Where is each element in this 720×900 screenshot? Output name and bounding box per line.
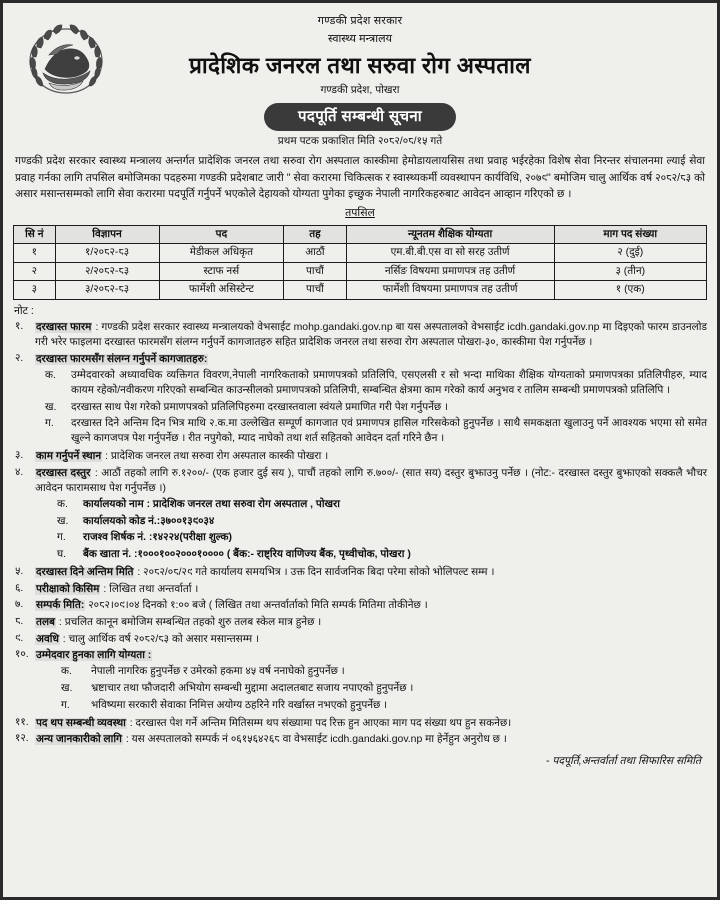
note-marker: ८. xyxy=(15,616,24,628)
column-header-level: तह xyxy=(284,225,346,244)
cell-level: पाचौं xyxy=(284,262,346,281)
gandaki-province-emblem-icon xyxy=(19,11,113,103)
cell-ad: ३/२०८२-८३ xyxy=(55,281,159,300)
sub-marker: क. xyxy=(61,666,72,678)
note-marker: ६. xyxy=(15,582,24,594)
bank-marker: ख. xyxy=(57,515,69,527)
cell-sn: ३ xyxy=(14,281,56,300)
cell-count: १ (एक) xyxy=(554,281,707,300)
note-label: अन्य जानकारीको लागि xyxy=(36,734,122,746)
notes-list xyxy=(13,320,707,748)
column-header-qualification: न्यूनतम शैक्षिक योग्यता xyxy=(346,225,554,244)
note-text: २०८२।०९।०४ दिनको १:०० बजे ( लिखित तथा अन्तर्वार्ताको मिति सम्पर्क मितिमा तोकीनेछ । xyxy=(85,600,428,612)
note-label: तलब xyxy=(36,617,55,629)
note-item-3 xyxy=(13,449,707,464)
publish-date: प्रथम पटक प्रकाशित मिति २०८२/०८/१५ गते xyxy=(277,135,443,148)
bank-marker: घ. xyxy=(57,548,67,560)
note-body xyxy=(35,598,707,613)
cell-sn: १ xyxy=(14,244,56,263)
note-item-10 xyxy=(13,648,707,714)
cell-post: स्टाफ नर्स xyxy=(159,262,284,281)
note-item-2 xyxy=(13,352,707,448)
note-item-1 xyxy=(13,320,707,350)
office-code: कार्यालयको कोड नं.:३७००१३९०३४ xyxy=(83,515,215,527)
note-label: अवधि xyxy=(36,633,59,645)
eligibility-sublist xyxy=(35,664,707,712)
sub-text: दरखास्त साथ पेश गरेको प्रमाणपत्रको प्रतिलिपिहरुमा दरखास्तवाला स्वंयले प्रमाणित गरी पेश गर्नुपर्नेछ । xyxy=(71,401,449,413)
table-row xyxy=(14,281,707,300)
cell-qualification: फार्मेशी विषयमा प्रमाणपत्र तह उतीर्ण xyxy=(346,281,554,300)
bank-detail-item xyxy=(35,530,707,545)
hospital-name: प्रादेशिक जनरल तथा सरुवा रोग अस्पताल xyxy=(189,53,531,79)
cell-ad: २/२०८२-८३ xyxy=(55,262,159,281)
cell-level: पाचौं xyxy=(284,281,346,300)
bank-account-number: बैंक खाता नं. :१०००१००२०००१०००० ( बैंक:- राष्ट्रिय वाणिज्य बैंक, पृथ्वीचोक, पोखरा ) xyxy=(83,548,411,560)
note-marker: ३. xyxy=(15,450,24,462)
note-marker: ९. xyxy=(15,632,24,644)
cell-count: ३ (तीन) xyxy=(554,262,707,281)
province-line: गण्डकी प्रदेश, पोखरा xyxy=(320,84,400,97)
cell-sn: २ xyxy=(14,262,56,281)
sub-item xyxy=(35,664,707,679)
note-marker: ७. xyxy=(15,599,24,611)
sub-marker: ख. xyxy=(61,683,73,695)
column-header-count: माग पद संख्या xyxy=(554,225,707,244)
note-2-sublist xyxy=(35,368,707,446)
document-header xyxy=(13,9,707,149)
sub-marker: ग. xyxy=(61,699,70,711)
bank-detail-item xyxy=(35,497,707,512)
sub-item xyxy=(35,368,707,398)
note-item-9 xyxy=(13,632,707,647)
note-body xyxy=(35,615,707,630)
cell-level: आठौं xyxy=(284,244,346,263)
note-marker: ४. xyxy=(15,466,24,478)
sub-text: नेपाली नागरिक हुनुपर्नेछ र उमेरको हकमा ४५ वर्ष ननाघेको हुनुपर्नेछ । xyxy=(91,666,345,678)
column-header-post: पद xyxy=(159,225,284,244)
note-text: : लिखित तथा अन्तर्वार्ता । xyxy=(100,583,199,595)
sub-item xyxy=(35,698,707,713)
note-label: दरखास्त दिने अन्तिम मिति xyxy=(36,567,134,579)
sub-marker: ग. xyxy=(45,418,54,430)
note-marker: ५. xyxy=(15,566,24,578)
intro-paragraph: गण्डकी प्रदेश सरकार स्वास्थ्य मन्त्रालय अन्तर्गत प्रादेशिक जनरल तथा सरुवा रोग अस्पताल कास्कीमा हेमोडायलायसिस तथा प्रवाह भईरहेका विशेष सेवा निरन्तर संचालनमा ल्याई सेवा प्रवाह गर्नका लागि तपसिल बमोजिमका पदहरुमा गण्डकी प्रदेशबाट जारी " सेवा करारमा चिकित्सक र स्वास्थ्यकर्मी व्यवस्थापन कार्यविधि, २०७९" बमोजिम चालु आर्थिक वर्ष २०८२/८३ को असार मसान्तसम्मको लागि सेवा करारमा पदपूर्ति गर्नुपर्ने भएकोले देहायको योग्यता पुगेका इच्छुक नेपाली नागरिकहरुबाट आवेदन आव्हान गरिएको छ । xyxy=(15,155,705,201)
note-label: काम गर्नुपर्ने स्थान xyxy=(36,451,102,463)
note-body xyxy=(35,716,707,731)
notes-heading: नोट : xyxy=(14,304,34,317)
banner-wrapper xyxy=(13,103,707,131)
cell-qualification: एम.बी.बी.एस वा सो सरह उतीर्ण xyxy=(346,244,554,263)
sub-marker: क. xyxy=(45,369,56,381)
cell-post: फार्मेशी असिस्टेन्ट xyxy=(159,281,284,300)
sub-marker: ख. xyxy=(45,401,57,413)
note-item-6 xyxy=(13,582,707,597)
note-marker: १. xyxy=(15,320,24,332)
vacancy-table xyxy=(13,225,707,300)
note-marker: ११. xyxy=(15,716,29,728)
note-text: : प्रादेशिक जनरल तथा सरुवा रोग अस्पताल कास्की पोखरा । xyxy=(102,451,329,463)
note-text: : प्रचलित कानून बमोजिम सम्बन्धित तहको शुरु तलब स्केल मात्र हुनेछ । xyxy=(56,617,322,629)
note-text: : गण्डकी प्रदेश सरकार स्वास्थ्य मन्त्रालयको वेभसाईट mohp.gandaki.gov.np बा यस अस्पतालको वेभसाईट icdh.gandaki.gov.np मा दिइएको फारम डाउनलोड गरी भरेर फाइलमा दरखास्त फारमसँग संलग्न गर्नुपर्ने कागजातहरु सहित प्रादेशिक जनरल तथा सरुवा रोग अस्पताल पोखरा-३०, कास्कीमा पेश गर्नुपर्नेछ । xyxy=(35,321,707,349)
table-row xyxy=(14,262,707,281)
note-item-5 xyxy=(13,565,707,580)
note-body xyxy=(35,352,707,448)
note-label: सम्पर्क मिति: xyxy=(36,600,85,612)
bank-marker: क. xyxy=(57,499,68,511)
note-body xyxy=(35,582,707,597)
note-marker: १२. xyxy=(15,733,29,745)
note-label: पद थप सम्बन्धी व्यवस्था xyxy=(36,717,126,729)
notice-title-banner: पदपूर्ति सम्बन्धी सूचना xyxy=(264,103,456,131)
note-item-8 xyxy=(13,615,707,630)
tapasil-label: तपसिल xyxy=(345,207,375,220)
cell-post: मेडीकल अधिकृत xyxy=(159,244,284,263)
note-label: परीक्षाको किसिम xyxy=(36,583,100,595)
note-body xyxy=(35,320,707,350)
note-marker: २. xyxy=(15,352,24,364)
committee-signature: - पदपूर्ति,अन्तर्वार्ता तथा सिफारिस समिति xyxy=(545,754,701,767)
note-body xyxy=(35,565,707,580)
note-item-4 xyxy=(13,466,707,564)
cell-ad: १/२०८२-८३ xyxy=(55,244,159,263)
note-text: : चालु आर्थिक वर्ष २०८२/८३ को असार मसान्तसम्म । xyxy=(59,633,259,645)
note-body xyxy=(35,449,707,464)
column-header-ad: विज्ञापन xyxy=(55,225,159,244)
note-label: उम्मेदवार हुनका लागि योग्यता : xyxy=(36,650,152,662)
note-body xyxy=(35,466,707,564)
sub-item xyxy=(35,416,707,446)
bank-details-list xyxy=(35,497,707,562)
bank-detail-item xyxy=(35,514,707,529)
sub-text: उम्मेदवारको अध्यावधिक व्यक्तिगत विवरण,नेपाली नागरिकताको प्रमाणपत्रको प्रतिलिपि, एसएलसी र सो भन्दा माथिका शैक्षिक योग्यताको प्रमाणपत्रका प्रतिलिपीहरु, म्याद कायम रहेको/नवीकरण गरिएको सम्बन्धित काउन्सीलको प्रमाणपत्रको प्रतिलिपी, सम्बन्धित क्षेत्रमा काम गरेको कार्य अनुभव र तालिम सम्बन्धी प्रमाणपत्रको प्रतिलिपि । xyxy=(71,369,707,396)
note-text: : आठौं तहको लागि रु.१२००/- (एक हजार दुई सय ), पाचौं तहको लागि रु.७००/- (सात सय) दस्तुर बुझाउनु पर्नेछ । (नोट:- दरखास्त दस्तुर बुझाएको सक्कलै भौचर आवेदन फारामसाथ पेश गर्नुपर्नेछ ।) xyxy=(35,467,707,495)
note-marker: १०. xyxy=(15,649,29,661)
table-row xyxy=(14,244,707,263)
note-body xyxy=(35,732,707,747)
sub-item xyxy=(35,400,707,415)
note-label: दरखास्त दस्तुर xyxy=(36,467,91,479)
government-line: गण्डकी प्रदेश सरकार xyxy=(317,15,403,27)
sub-item xyxy=(35,681,707,696)
ministry-line: स्वास्थ्य मन्त्रालय xyxy=(328,32,392,45)
table-header-row xyxy=(14,225,707,244)
note-text: : २०८२/०८/२९ गते कार्यालय समयभित्र । उक्त दिन सार्वजनिक बिदा परेमा सोको भोलिपल्ट सम्म । xyxy=(134,567,495,579)
note-item-11 xyxy=(13,716,707,731)
sub-text: दरखास्त दिने अन्तिम दिन भित्र माथि २.क.मा उल्लेखित सम्पूर्ण कागजात एवं प्रमाणपत्र हासिल गरिसकेको हुनुपर्नेछ । साथै समकक्षता खुलाउनु पर्ने आवश्यक भएमा सो समेत खुल्ने कागजपत्र पेश गर्नुपर्नेछ । रीत नपुगेको, म्याद नाघेको तथा शर्त सहितको आवेदन दर्ता गरिने छैन । xyxy=(71,418,707,445)
note-text: : यस अस्पतालको सम्पर्क नं ०६१५६४२६८ वा वेभसाईट icdh.gandaki.gov.np मा हेर्नेहुन अनुरोध छ । xyxy=(122,734,507,746)
cell-qualification: नर्सिङ विषयमा प्रमाणपत्र तह उतीर्ण xyxy=(346,262,554,281)
note-body xyxy=(35,648,707,714)
note-item-12 xyxy=(13,732,707,747)
cell-count: २ (दुई) xyxy=(554,244,707,263)
note-body xyxy=(35,632,707,647)
office-name: कार्यालयको नाम : प्रादेशिक जनरल तथा सरुवा रोग अस्पताल , पोखरा xyxy=(83,499,340,511)
note-item-7 xyxy=(13,598,707,613)
bank-marker: ग. xyxy=(57,532,66,544)
note-label: दरखास्त फारम xyxy=(36,321,92,333)
note-label: दरखास्त फारमसँग संलग्न गर्नुपर्ने कागजातहरु: xyxy=(36,353,208,365)
bank-detail-item xyxy=(35,547,707,562)
sub-text: भ्रष्टाचार तथा फौजदारी अभियोग सम्बन्धी मुद्दामा अदालतबाट सजाय नपाएको हुनुपर्नेछ । xyxy=(91,683,414,695)
sub-text: भविष्यमा सरकारी सेवाका निमित्त अयोग्य ठहरिने गरि वर्खास्त नभएको हुनुपर्नेछ । xyxy=(91,699,388,711)
column-header-sn: सि नं xyxy=(14,225,56,244)
revenue-head: राजश्व शिर्षक नं. :१४२२४(परीक्षा शुल्क) xyxy=(83,532,232,544)
note-text: : दरखास्त पेश गर्ने अन्तिम मितिसम्म थप संख्यामा पद रिक्त हुन आएका माग पद संख्या थप हुन सकनेछ। xyxy=(126,717,512,729)
